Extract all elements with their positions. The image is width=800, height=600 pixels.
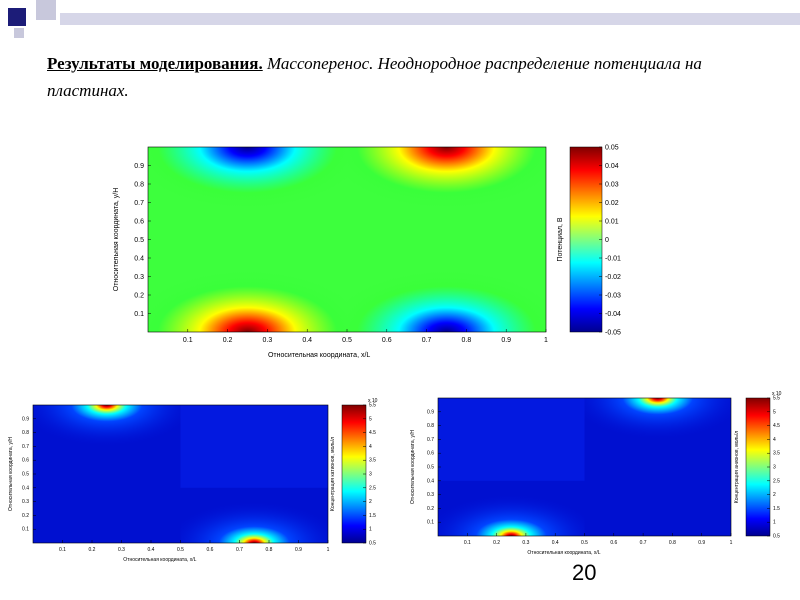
x-tick-label: 0.6	[206, 547, 214, 553]
colorbar-tick-label: 0.5	[773, 533, 780, 540]
y-tick-label: 0.6	[22, 457, 29, 464]
colorbar-tick-label: 0	[605, 237, 609, 244]
heatmap-field	[33, 405, 328, 543]
x-tick-label: 0.1	[59, 547, 66, 553]
colorbar-tick-label: 2.5	[773, 478, 780, 485]
colorbar-tick-label: 0.01	[605, 218, 619, 226]
x-tick-label: 0.2	[88, 547, 96, 553]
y-tick-label: 0.2	[427, 505, 434, 512]
colorbar-tick-label: 2.5	[369, 485, 376, 492]
x-tick-label: 0.1	[463, 540, 471, 546]
x-tick-label: 0.6	[381, 337, 392, 344]
y-tick-label: 0.6	[134, 218, 144, 226]
x-tick-label: 0.5	[342, 337, 352, 344]
colorbar-tick-label: 4	[369, 443, 372, 450]
anion-chart	[410, 391, 782, 556]
x-tick-label: 0.7	[236, 547, 243, 553]
colorbar-tick-label: 2	[773, 492, 776, 499]
colorbar-tick-label: 5	[773, 409, 776, 416]
y-tick-label: 0.4	[427, 478, 434, 485]
y-tick-label: 0.1	[22, 526, 29, 533]
title-bold-part: Результаты моделирования.	[47, 54, 263, 73]
colorbar-tick-label: 5.5	[369, 402, 376, 409]
x-axis-label: Относительная координата, x/L	[267, 352, 371, 359]
field-lobe	[148, 147, 347, 332]
y-tick-label: 0.8	[22, 430, 29, 437]
colorbar-tick-label: 0.03	[605, 181, 619, 189]
colorbar-tick-label: 0.5	[369, 540, 376, 547]
y-tick-label: 0.1	[427, 519, 434, 526]
x-tick-label: 0.4	[147, 547, 155, 553]
x-tick-label: 0.5	[581, 540, 588, 546]
colorbar	[342, 405, 366, 543]
colorbar	[570, 147, 602, 332]
y-tick-label: 0.5	[134, 237, 144, 244]
colorbar	[746, 398, 770, 536]
y-tick-label: 0.7	[134, 200, 144, 207]
cation-chart	[8, 398, 378, 563]
y-tick-label: 0.6	[427, 450, 434, 457]
x-tick-label: 0.4	[551, 540, 559, 546]
x-tick-label: 0.5	[177, 547, 184, 553]
page-number: 20	[572, 560, 597, 585]
y-tick-label: 0.3	[22, 499, 29, 506]
colorbar-tick-label: 1	[369, 526, 372, 533]
y-tick-label: 0.8	[427, 423, 434, 430]
y-axis-label: Относительная координата, y/H	[410, 430, 416, 504]
x-axis-label: Относительная координата, x/L	[527, 550, 601, 556]
colorbar-tick-label: -0.03	[605, 292, 621, 300]
y-tick-label: 0.8	[134, 181, 144, 189]
field-hot-lobe-top	[33, 405, 181, 543]
y-tick-label: 0.3	[427, 492, 434, 499]
y-tick-label: 0.9	[134, 163, 144, 170]
x-tick-label: 1	[326, 547, 330, 553]
colorbar-tick-label: 4.5	[369, 430, 376, 437]
potential-chart	[113, 145, 621, 360]
colorbar-tick-label: 0.04	[605, 163, 619, 170]
field-hot-lobe-top	[585, 398, 732, 536]
x-tick-label: 0.9	[501, 337, 512, 344]
y-tick-label: 0.3	[134, 274, 144, 281]
y-tick-label: 0.2	[134, 292, 144, 300]
colorbar-tick-label: 3	[369, 471, 372, 478]
colorbar-tick-label: 3.5	[369, 457, 376, 464]
colorbar-label: Потенциал, В	[557, 217, 564, 262]
colorbar-label: Концентрация анионов, моль/л	[734, 430, 740, 504]
colorbar-tick-label: 0.05	[605, 144, 619, 152]
heatmap-field	[148, 147, 546, 332]
y-tick-label: 0.2	[22, 512, 29, 519]
colorbar-tick-label: 3	[773, 464, 776, 471]
colorbar-tick-label: 5.5	[773, 395, 780, 402]
colorbar-tick-label: -0.04	[605, 311, 621, 318]
x-axis-label: Относительная координата, x/L	[123, 557, 197, 563]
colorbar-tick-label: 1	[773, 519, 776, 526]
colorbar-tick-label: -0.05	[605, 329, 621, 337]
colorbar-tick-label: 4.5	[773, 423, 780, 430]
x-tick-label: 0.8	[668, 540, 676, 546]
x-tick-label: 0.3	[118, 547, 125, 553]
x-tick-label: 0.2	[493, 540, 501, 546]
colorbar-multiplier: x 10	[772, 391, 782, 397]
x-tick-label: 0.4	[302, 337, 313, 344]
x-tick-label: 0.8	[265, 547, 273, 553]
colorbar-tick-label: 3.5	[773, 450, 780, 457]
heatmap-field	[438, 398, 731, 536]
colorbar-tick-label: 0.02	[605, 200, 619, 207]
x-tick-label: 0.1	[182, 337, 193, 344]
y-tick-label: 0.4	[134, 255, 144, 263]
colorbar-tick-label: 4	[773, 436, 776, 443]
y-tick-label: 0.7	[22, 443, 29, 450]
colorbar-label: Концентрация катионов, моль/л	[330, 436, 336, 512]
x-tick-label: 0.8	[461, 337, 472, 344]
x-tick-label: 1	[544, 337, 548, 344]
y-tick-label: 0.5	[22, 471, 29, 478]
y-axis-label: Относительная координата, y/H	[113, 187, 120, 292]
x-tick-label: 0.6	[610, 540, 618, 546]
field-shade	[438, 398, 585, 481]
y-axis-label: Относительная координата, y/H	[8, 437, 14, 511]
y-tick-label: 0.9	[427, 409, 434, 416]
y-tick-label: 0.1	[134, 311, 144, 318]
colorbar-tick-label: -0.02	[605, 274, 621, 281]
x-tick-label: 0.3	[522, 540, 530, 546]
colorbar-tick-label: 2	[369, 499, 372, 506]
x-tick-label: 0.9	[295, 547, 302, 553]
x-tick-label: 0.9	[698, 540, 706, 546]
y-tick-label: 0.9	[22, 416, 29, 423]
colorbar-multiplier: x 10	[368, 398, 378, 404]
field-shade	[181, 405, 329, 488]
x-tick-label: 0.2	[222, 337, 233, 344]
field-lobe	[347, 147, 546, 332]
y-tick-label: 0.4	[22, 485, 29, 492]
colorbar-tick-label: 1.5	[369, 512, 376, 519]
title-italic-part: Массоперенос. Неоднородное распределение потенциала на пластинах.	[47, 54, 702, 100]
x-tick-label: 0.7	[421, 337, 432, 344]
colorbar-tick-label: -0.01	[605, 255, 621, 263]
x-tick-label: 1	[729, 540, 733, 546]
colorbar-tick-label: 1.5	[773, 505, 780, 512]
y-tick-label: 0.7	[427, 436, 434, 443]
x-tick-label: 0.7	[639, 540, 647, 546]
y-tick-label: 0.5	[427, 464, 434, 471]
colorbar-tick-label: 5	[369, 416, 372, 423]
x-tick-label: 0.3	[262, 337, 273, 344]
